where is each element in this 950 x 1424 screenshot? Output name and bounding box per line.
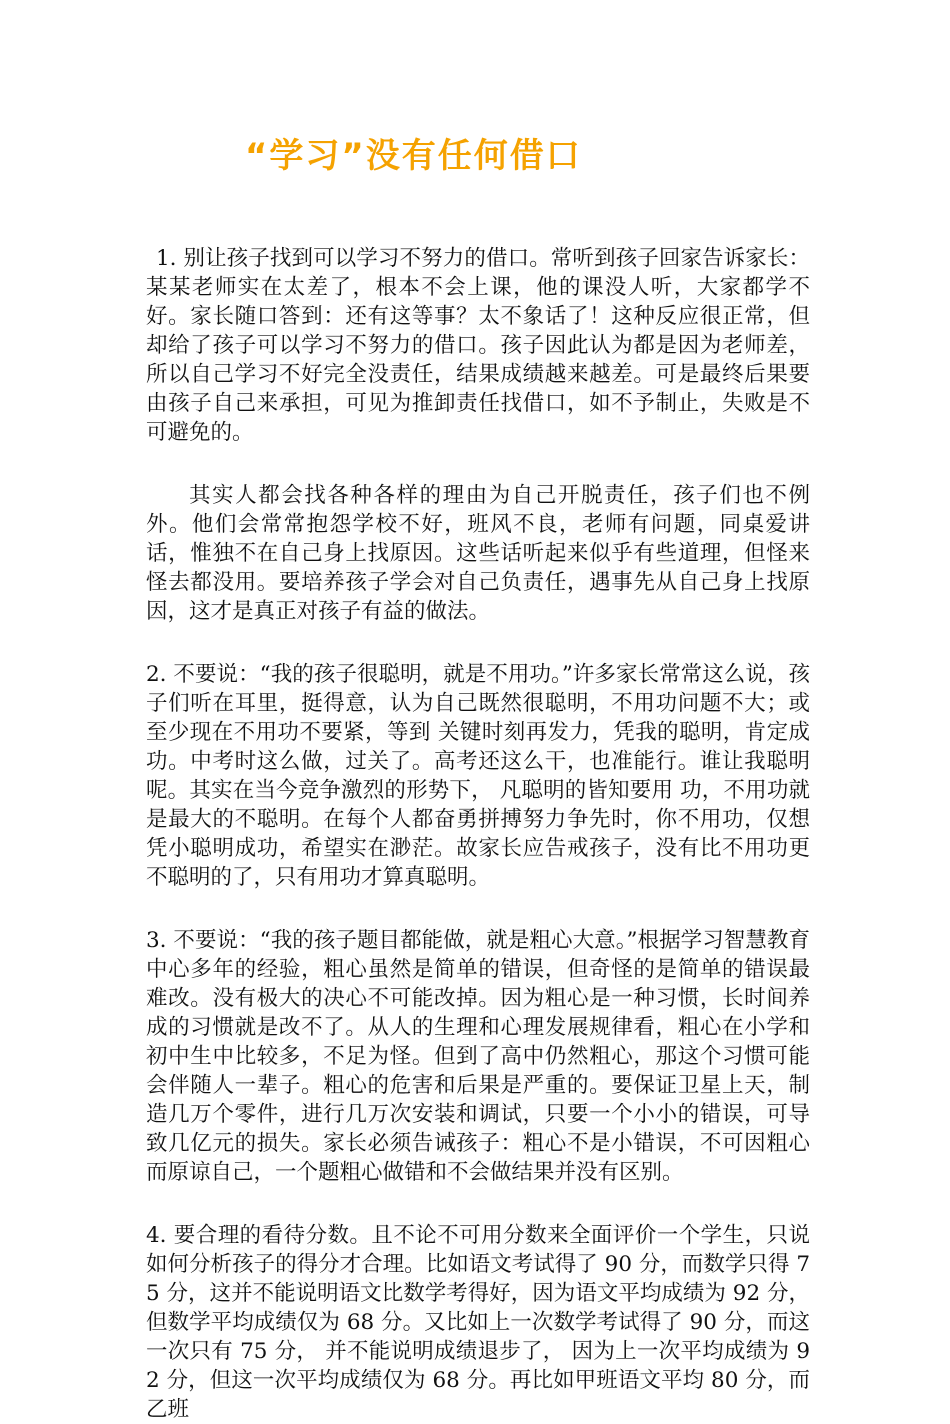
paragraph-4: 3. 不要说：“我的孩子题目都能做，就是粗心大意。”根据学习智慧教育中心多年的经验，粗心虽然是简单的错误，但奇怪的是简单的错误最难改。没有极大的决心不可能改掉。因为粗心是一种习惯，长时间养成的习惯就是改不了。从人的生理和心理发展规律看，粗心在小学和初中生中比较多，不足为怪。但到了高中仍然粗心，那这个习惯可能会伴随人一辈子。粗心的危害和后果是严重的。要保证卫星上天，制造几万个零件，进行几万次安装和调试，只要一个小小的错误，可导致几亿元的损失。家长必须告诫孩子：粗心不是小错误，不可因粗心而原谅自己，一个题粗心做错和不会做结果并没有区别。	[146, 928, 810, 1185]
document-title: “学习”没有任何借口	[245, 136, 582, 176]
paragraph-3: 2. 不要说：“我的孩子很聪明，就是不用功。”许多家长常常这么说，孩子们听在耳里，挺得意，认为自己既然很聪明，不用功问题不大；或至少现在不用功不要紧，等到 关键时刻再发力，凭我的聪明，肯定成功。中考时这么做，过关了。高考还这么干，也准能行。谁让我聪明呢。其实在当今竞争激烈的形势下， 凡聪明的皆知要用 功，不用功就是最大的不聪明。在每个人都奋勇拼搏努力争先时，你不用功，仅想凭小聪明成功，希望实在渺茫。故家长应告戒孩子，没有比不用功更不聪明的了，只有用功才算真聪明。	[146, 662, 810, 890]
paragraph-1: 1. 别让孩子找到可以学习不努力的借口。常听到孩子回家告诉家长：某某老师实在太差了，根本不会上课，他的课没人听，大家都学不好。家长随口答到：还有这等事？太不象话了！这种反应很正常，但却给了孩子可以学习不努力的借口。孩子因此认为都是因为老师差，所以自己学习不好完全没责任，结果成绩越来越差。可是最终后果要由孩子自己来承担，可见为推卸责任找借口，如不予制止，失败是不可避免的。	[146, 246, 810, 445]
paragraph-5: 4. 要合理的看待分数。且不论不可用分数来全面评价一个学生，只说如何分析孩子的得分才合理。比如语文考试得了 90 分，而数学只得 75 分，这并不能说明语文比数学考得好，因为语文平均成绩为 92 分，但数学平均成绩仅为 68 分。又比如上一次数学考试得了 90 分，而这一次只有 75 分， 并不能说明成绩退步了， 因为上一次平均成绩为 92 分，但这一次平均成绩仅为 68 分。再比如甲班语文平均 80 分，而乙班	[146, 1223, 810, 1422]
paragraph-2: 其实人都会找各种各样的理由为自己开脱责任，孩子们也不例外。他们会常常抱怨学校不好，班风不良，老师有问题，同桌爱讲话，惟独不在自己身上找原因。这些话听起来似乎有些道理，但怪来怪去都没用。要培养孩子学会对自己负责任，遇事先从自己身上找原因，这才是真正对孩子有益的做法。	[146, 483, 810, 624]
document-body	[146, 244, 810, 1424]
